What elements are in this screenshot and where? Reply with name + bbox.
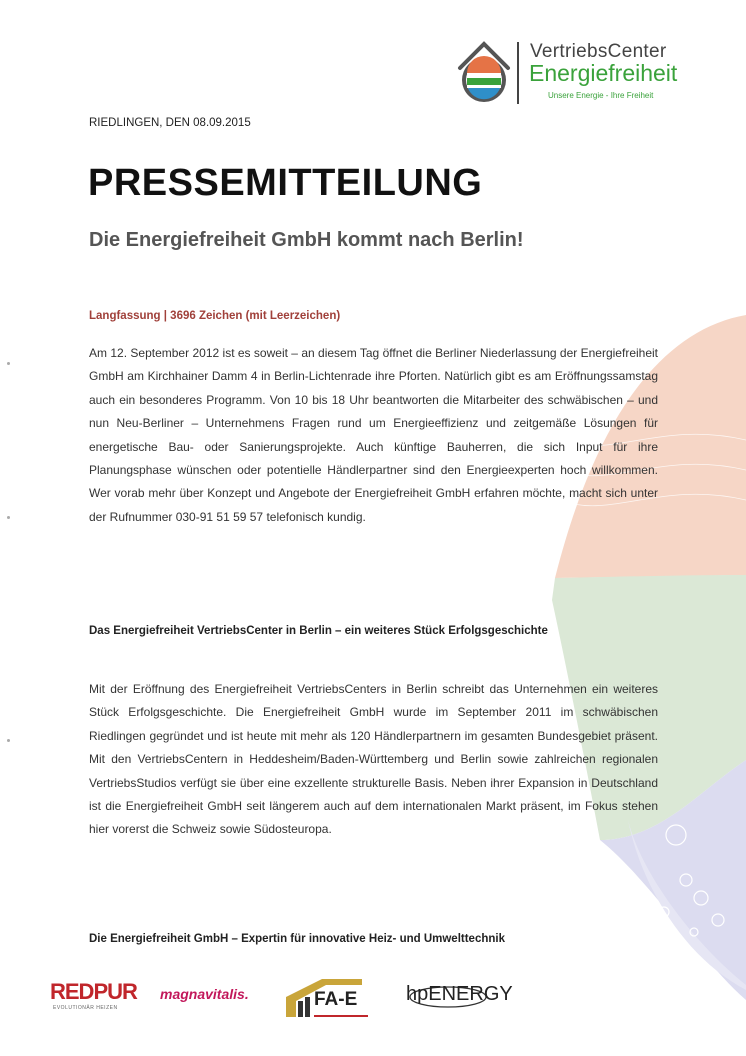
margin-dot bbox=[7, 516, 10, 519]
date-line: RIEDLINGEN, DEN 08.09.2015 bbox=[89, 117, 251, 129]
logo-title: VertriebsCenter bbox=[530, 41, 667, 62]
company-logo bbox=[456, 40, 716, 106]
page-title: PRESSEMITTEILUNG bbox=[88, 162, 483, 204]
redpur-logo bbox=[50, 979, 137, 1011]
logo-tagline: Unsere Energie - Ihre Freiheit bbox=[548, 91, 654, 100]
house-globe-icon bbox=[456, 40, 512, 106]
logo-divider bbox=[517, 42, 519, 104]
hpenergy-name: hpENERGY bbox=[406, 983, 513, 1005]
logo-brand: Energiefreiheit bbox=[529, 60, 678, 86]
fae-logo bbox=[282, 977, 374, 1021]
magnavitalis-logo: magnavitalis. bbox=[160, 986, 249, 1002]
partner-logos bbox=[50, 975, 513, 1025]
section-heading-berlin: Das Energiefreiheit VertriebsCenter in Berlin – ein weiteres Stück Erfolgsgeschichte bbox=[89, 625, 548, 637]
margin-dot bbox=[7, 739, 10, 742]
redpur-name: REDPUR bbox=[50, 979, 137, 1004]
paragraph-success-story: Mit der Eröffnung des Energiefreiheit VertriebsCenters in Berlin schreibt das Unternehmen ein weiteres Stück Erfolgsgeschichte. Die Energiefreiheit GmbH wurde im September 2011 im schwäbischen Riedlingen gegründet und ist heute mit mehr als 120 Händlerpartnern im gesamten Bundesgebiet präsent. Mit den VertriebsCentern in Heddesheim/Baden-Württemberg und Berlin sowie zahlreichen regionalen VertriebsStudios verfügt sie über eine exzellente strukturelle Basis. Neben ihrer Expansion in Deutschland ist die Energiefreiheit GmbH seit längerem auch auf dem internationalen Markt präsent, im Fokus stehen hier vorerst die Schweiz sowie Südosteuropa. bbox=[89, 682, 658, 837]
section-heading-expertise: Die Energiefreiheit GmbH – Expertin für innovative Heiz- und Umwelttechnik bbox=[89, 933, 505, 945]
subheadline: Die Energiefreiheit GmbH kommt nach Berlin! bbox=[89, 229, 524, 251]
hpenergy-logo bbox=[398, 981, 513, 1013]
paragraph-intro: Am 12. September 2012 ist es soweit – an diesem Tag öffnet die Berliner Niederlassung der Energiefreiheit GmbH am Kirchhainer Damm 4 in Berlin-Lichtenrade ihre Pforten. Natürlich gibt es am Eröffnungssamstag auch ein besonderes Programm. Von 10 bis 18 Uhr beantworten die Mitarbeiter des schwäbischen – und nun Neu-Berliner – Unternehmens Fragen rund um Energieeffizienz und zeitgemäße Lösungen für energetische Bau- oder Sanierungsprojekte. Auch künftige Bauherren, die sich Input für ihre Planungsphase wünschen oder potentielle Händlerpartner sind den Energieexperten hoch willkommen. Wer vorab mehr über Konzept und Angebote der Energiefreiheit GmbH erfahren möchte, macht sich unter der Rufnummer 030-91 51 59 57 telefonisch kundig. bbox=[89, 346, 658, 524]
redpur-tagline: EVOLUTIONÄR HEIZEN bbox=[53, 1005, 118, 1011]
fae-name: FA-E bbox=[314, 989, 358, 1010]
margin-dot bbox=[7, 362, 10, 365]
length-info: Langfassung | 3696 Zeichen (mit Leerzeichen) bbox=[89, 310, 341, 322]
